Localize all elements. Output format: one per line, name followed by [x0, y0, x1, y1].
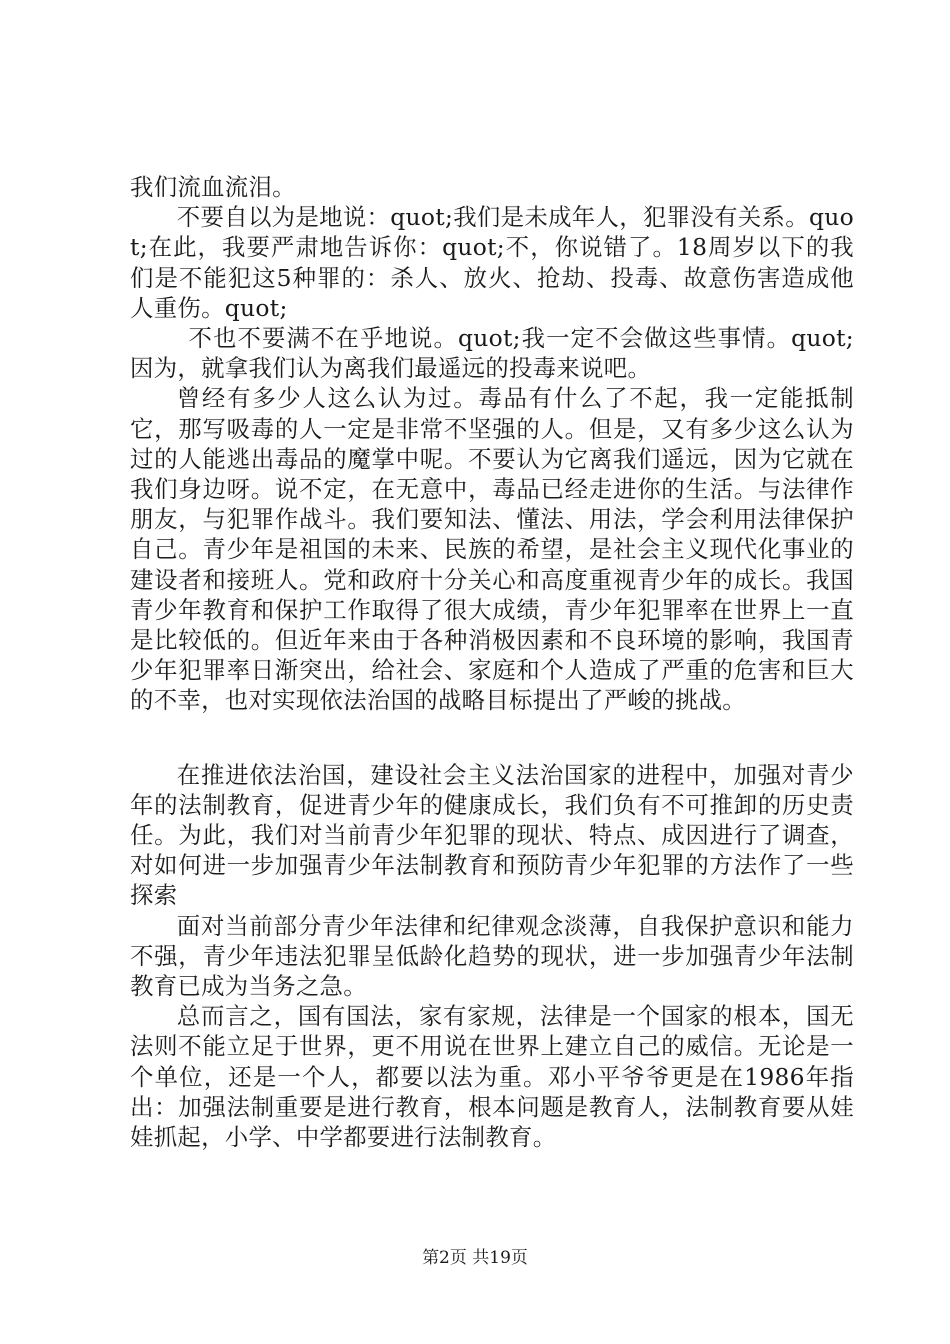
paragraph-4: 曾经有多少人这么认为过。毒品有什么了不起，我一定能抵制它，那写吸毒的人一定是非常不坚强的人。但是，又有多少这么认为过的人能逃出毒品的魔掌中呢。不要认为它离我们遥远，因为它就在我们身边呀。说不定，在无意中，毒品已经走进你的生活。与法律作朋友，与犯罪作战斗。我们要知法、懂法、用法，学会利用法律保护自己。青少年是祖国的未来、民族的希望，是社会主义现代化事业的建设者和接班人。党和政府十分关心和高度重视青少年的成长。我国青少年教育和保护工作取得了很大成绩，青少年犯罪率在世界上一直是比较低的。但近年来由于各种消极因素和不良环境的影响，我国青少年犯罪率日渐突出，给社会、家庭和个人造成了严重的危害和巨大的不幸，也对实现依法治国的战略目标提出了严峻的挑战。	[130, 384, 854, 715]
paragraph-5: 在推进依法治国，建设社会主义法治国家的进程中，加强对青少年的法制教育，促进青少年的健康成长，我们负有不可推卸的历史责任。为此，我们对当前青少年犯罪的现状、特点、成因进行了调查，对如何进一步加强青少年法制教育和预防青少年犯罪的方法作了一些探索	[130, 760, 854, 910]
paragraph-2: 不要自以为是地说：quot;我们是未成年人，犯罪没有关系。quot;在此，我要严肃地告诉你：quot;不，你说错了。18周岁以下的我们是不能犯这5种罪的：杀人、放火、抢劫、投毒、故意伤害造成他人重伤。quot;	[130, 203, 854, 322]
paragraph-6: 面对当前部分青少年法律和纪律观念淡薄，自我保护意识和能力不强，青少年违法犯罪呈低龄化趋势的现状，进一步加强青少年法制教育已成为当务之急。	[130, 911, 854, 1001]
paragraph-7: 总而言之，国有国法，家有家规，法律是一个国家的根本，国无法则不能立足于世界，更不用说在世界上建立自己的威信。无论是一个单位，还是一个人，都要以法为重。邓小平爷爷更是在1986年指出：加强法制重要是进行教育，根本问题是教育人，法制教育要从娃娃抓起，小学、中学都要进行法制教育。	[130, 1002, 854, 1152]
document-body	[130, 172, 854, 1152]
paragraph-1: 我们流血流泪。	[130, 173, 296, 201]
page-footer	[0, 1243, 950, 1268]
paragraph-gap	[130, 716, 854, 760]
paragraph-3: 不也不要满不在乎地说。quot;我一定不会做这些事情。quot;因为，就拿我们认为离我们最遥远的投毒来说吧。	[130, 324, 854, 383]
page-number: 第2页 共19页	[422, 1248, 528, 1268]
